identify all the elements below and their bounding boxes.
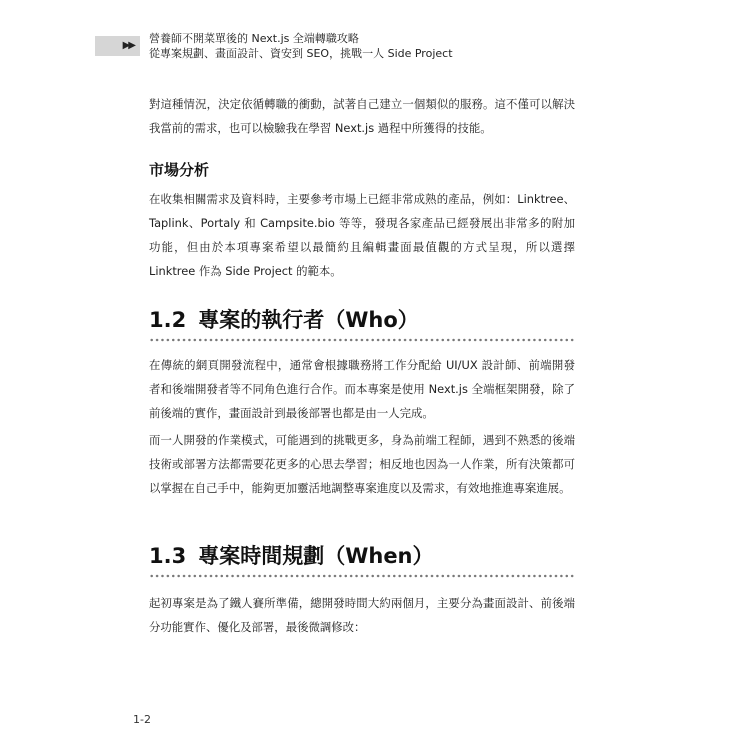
- running-header: [149, 32, 569, 61]
- dotted-divider: [149, 574, 575, 578]
- section-1-2-heading: [149, 306, 575, 342]
- section-title: 專案的執行者（Who）: [198, 308, 419, 332]
- fast-forward-icon: ▶▶: [122, 40, 134, 51]
- section-number: 1.2: [149, 308, 187, 332]
- section-1-3-heading: [149, 542, 575, 578]
- page-number: 1-2: [133, 713, 151, 726]
- section-title: 專案時間規劃（When）: [198, 544, 434, 568]
- section-1-3-paragraph-1: 起初專案是為了鐵人賽所準備，總開發時間大約兩個月，主要分為畫面設計、前後端分功能實作、優化及部署，最後微調修改：: [149, 596, 575, 634]
- section-1-2-paragraph-1: 在傳統的網頁開發流程中，通常會根據職務將工作分配給 UI/UX 設計師、前端開發者和後端開發者等不同角色進行合作。而本專案是使用 Next.js 全端框架開發，除了前後端的實作，畫面設計到最後部署也都是由一人完成。: [149, 358, 575, 420]
- intro-paragraph: 對這種情況，決定依循轉職的衝動，試著自己建立一個類似的服務。這不僅可以解決我當前的需求，也可以檢驗我在學習 Next.js 過程中所獲得的技能。: [149, 97, 575, 135]
- section-number: 1.3: [149, 544, 187, 568]
- dotted-divider: [149, 338, 575, 342]
- market-analysis-heading: 市場分析: [149, 161, 210, 179]
- header-tab: [95, 36, 140, 56]
- market-analysis-paragraph: 在收集相關需求及資料時，主要參考市場上已經非常成熟的產品，例如：Linktree、Taplink、Portaly 和 Campsite.bio 等等，發現各家產品已經發展出非常多的附加功能，但由於本項專案希望以最簡約且編輯畫面最值觀的方式呈現，所以選擇 Linktree 作為 Side Project 的範本。: [149, 192, 575, 278]
- book-subtitle: 從專案規劃、畫面設計、資安到 SEO，挑戰一人 Side Project: [149, 47, 453, 60]
- section-1-2-paragraph-2: 而一人開發的作業模式，可能遇到的挑戰更多，身為前端工程師，遇到不熟悉的後端技術或部署方法都需要花更多的心思去學習；相反地也因為一人作業，所有決策都可以掌握在自己手中，能夠更加靈活地調整專案進度以及需求，有效地推進專案進展。: [149, 433, 575, 495]
- book-title: 營養師不開菜單後的 Next.js 全端轉職攻略: [149, 32, 359, 45]
